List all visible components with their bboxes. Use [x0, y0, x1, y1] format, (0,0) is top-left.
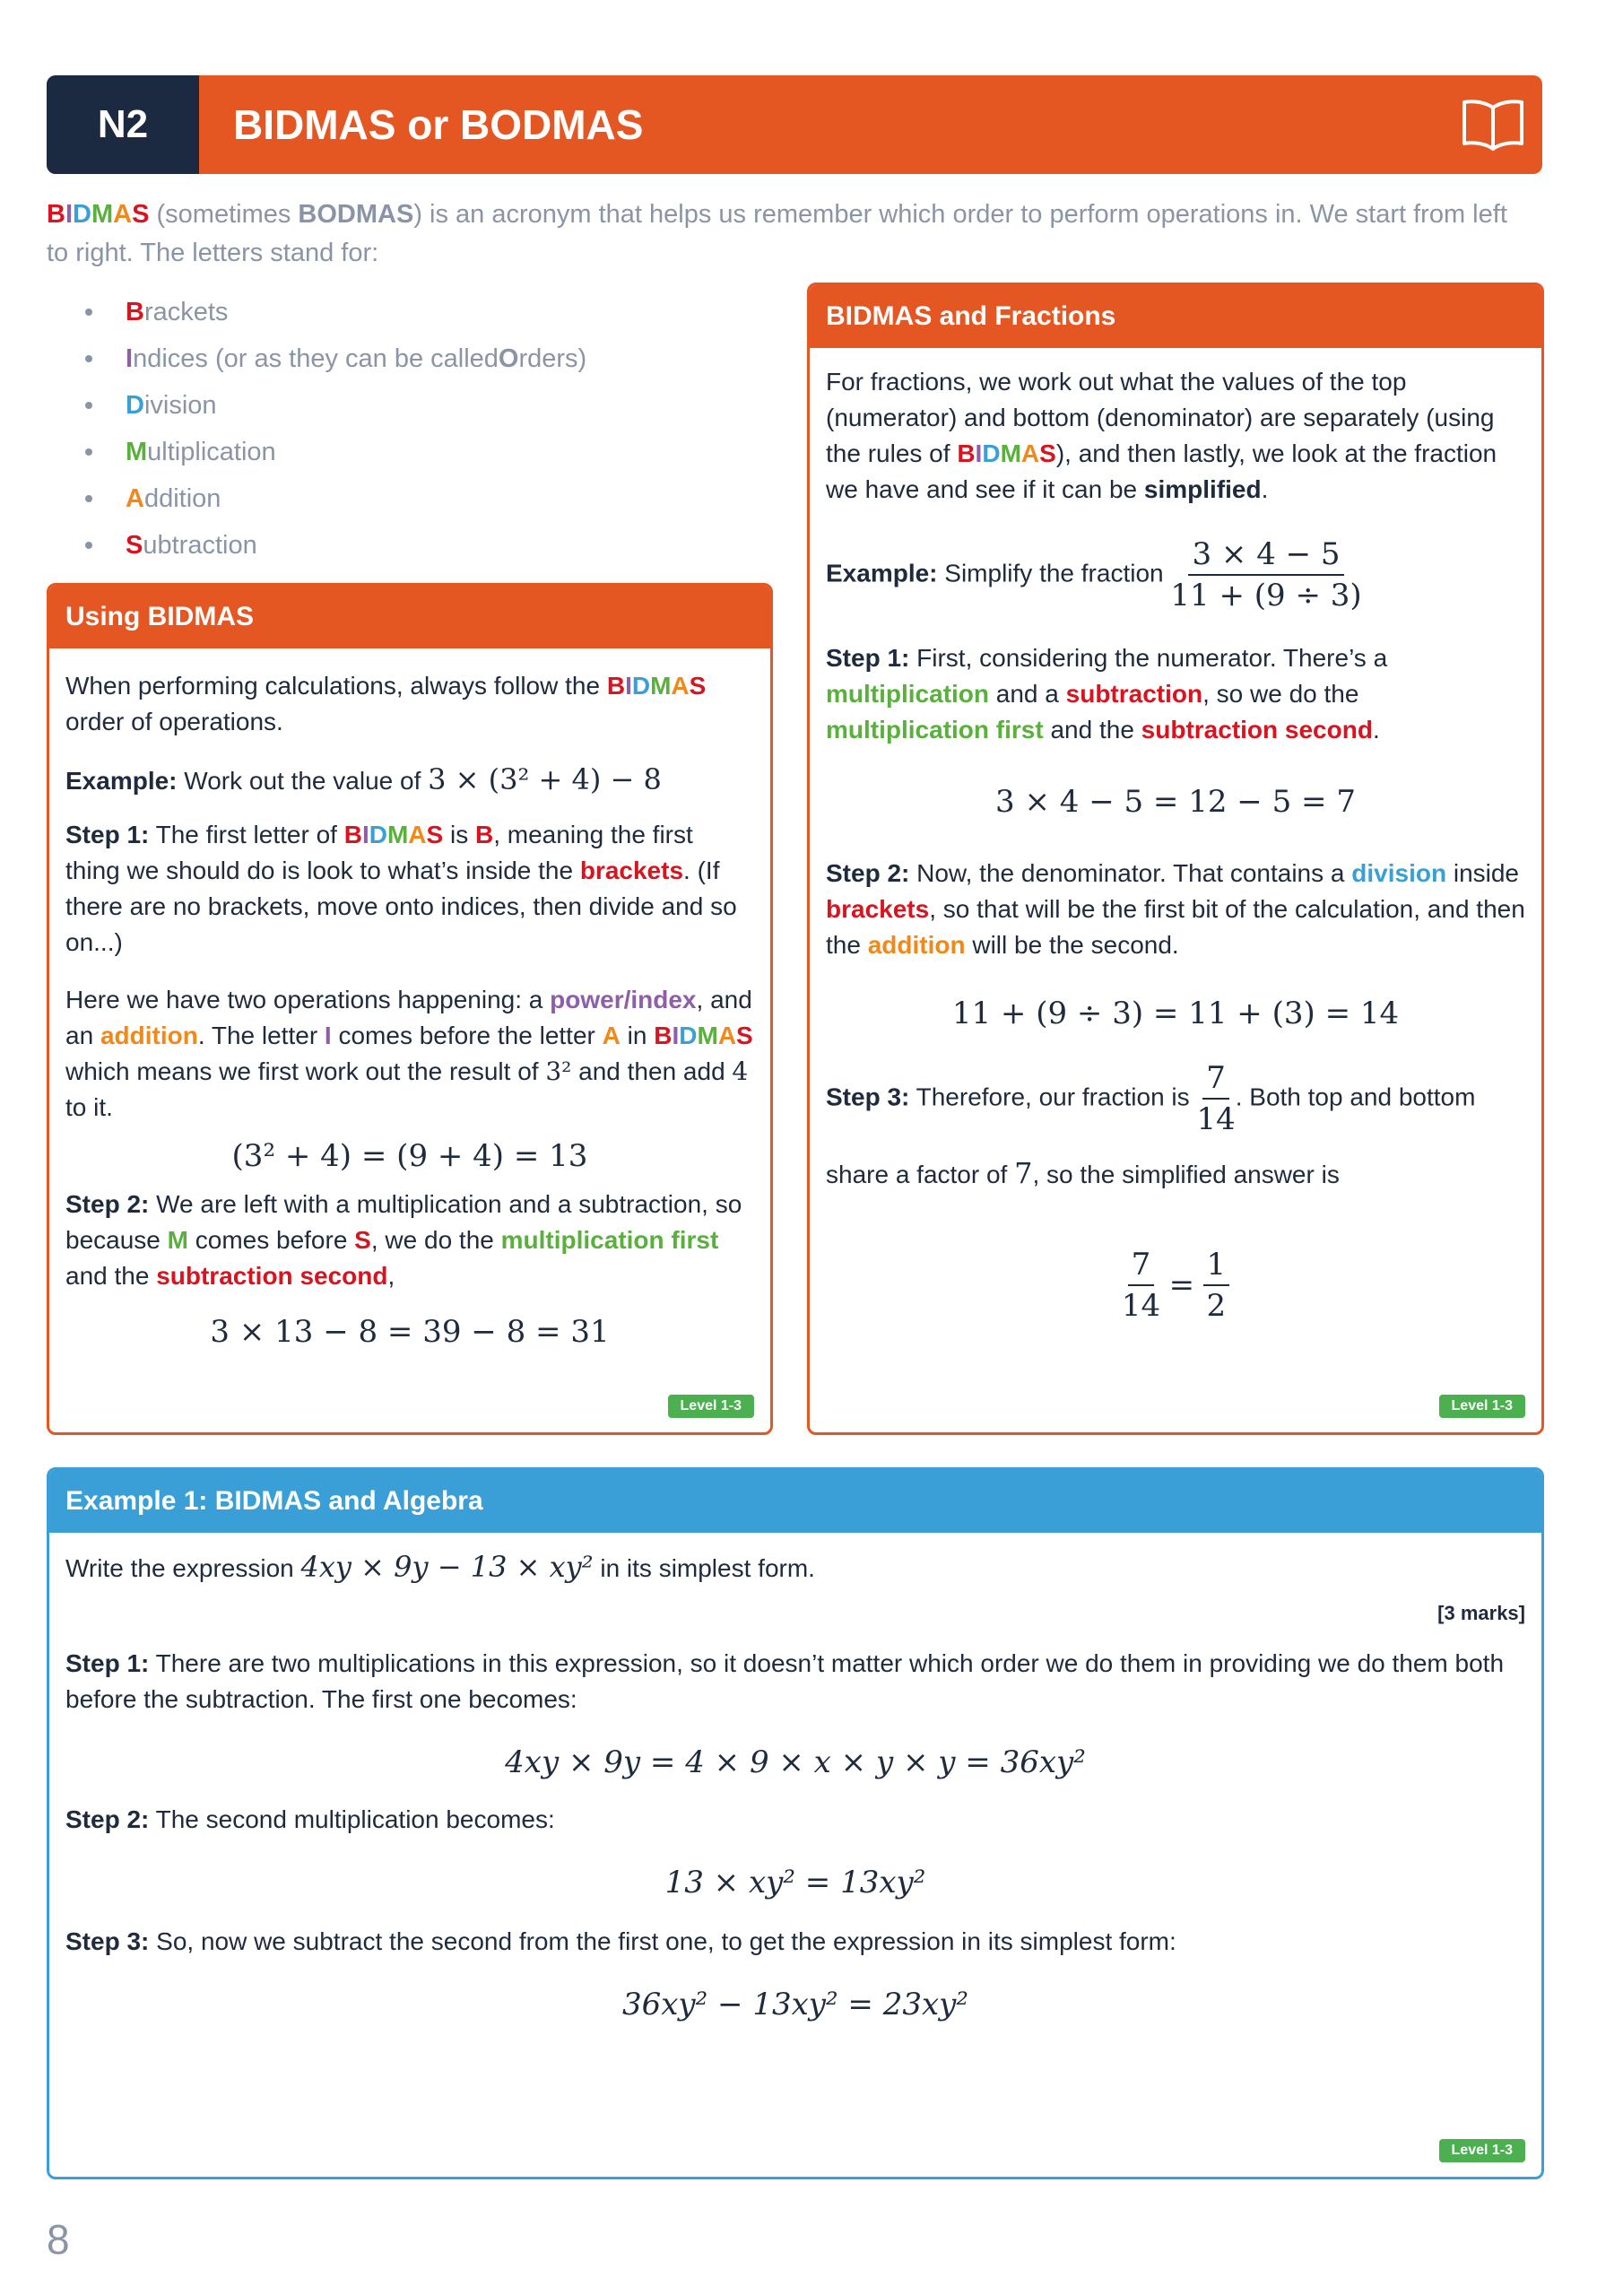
equation: 4xy × 9y = 4 × 9 × x × y × y = 36xy²: [505, 1744, 1086, 1780]
example-text: Example: Simplify the fraction $\frac{3 \times 4 - 5}{11 + (9 \div 3)}$: [826, 536, 1362, 613]
page-title: BIDMAS or BODMAS: [233, 101, 644, 148]
list-item: D ivision: [85, 382, 586, 429]
page-number: 8: [47, 2216, 70, 2263]
box-title: BIDMAS and Fractions: [810, 285, 1541, 348]
list-item: B rackets: [85, 289, 586, 335]
step-1: Step 1: There are two multiplications in this expression, so it doesn’t matter which order we do them in providing we do them both before the subtraction. The first one becomes:: [65, 1649, 1505, 1713]
equation: 3 × 4 − 5 = 12 − 5 = 7: [995, 784, 1356, 820]
level-badge: Level 1-3: [668, 1395, 754, 1418]
list-item: I ndices (or as they can be called O rders): [85, 335, 586, 382]
book-icon: [1444, 75, 1542, 174]
question: Write the expression 4xy × 9y − 13 × xy² in its simplest form.: [65, 1550, 815, 1584]
list-item: A ddition: [85, 475, 586, 522]
fraction: $\frac{7}{14}$: [1121, 1247, 1161, 1324]
example-1-box: [47, 1467, 1544, 2179]
fractions-box: [807, 283, 1544, 1435]
paragraph: When performing calculations, always follow the BIDMAS order of operations.: [65, 672, 707, 735]
list-item: S ubtraction: [85, 522, 586, 569]
fraction: $\frac{1}{2}$: [1203, 1245, 1230, 1326]
step-3: Step 3: So, now we subtract the second from the first one, to get the expression in its simplest form:: [65, 1927, 1176, 1955]
paragraph: Here we have two operations happening: a power/index, and an addition. The letter I comes before the letter A in BIDMAS which means we first work out the result of 3² and then add 4 to it.: [65, 986, 753, 1121]
page-header: [47, 75, 1542, 174]
level-badge: Level 1-3: [1439, 2139, 1525, 2162]
intro-paragraph: BIDMAS (sometimes BODMAS) is an acronym that helps us remember which order to perform operations in. We start from left to right. The letters stand for:: [47, 200, 1507, 267]
acronym-list: [85, 289, 586, 569]
using-bidmas-box: [47, 583, 773, 1435]
equation: 13 × xy² = 13xy²: [664, 1865, 926, 1900]
answer-equation: $\frac{7}{14}$ = $\frac{1}{2}$: [826, 1245, 1525, 1326]
step-1: Step 1: The first letter of BIDMAS is B, meaning the first thing we should do is look to what’s inside the brackets. (If there are no brackets, move onto indices, then divide and so on...): [65, 821, 737, 956]
equation: 36xy² − 13xy² = 23xy²: [621, 1987, 969, 2022]
step-2: Step 2: The second multiplication becomes:: [65, 1805, 555, 1833]
equation: 3 × 13 − 8 = 39 − 8 = 31: [210, 1314, 610, 1350]
box-title: Example 1: BIDMAS and Algebra: [49, 1470, 1541, 1533]
step-2: Step 2: We are left with a multiplication and a subtraction, so because M comes before S, we do the multiplication first and the subtraction second,: [65, 1190, 742, 1290]
equation: 11 + (9 ÷ 3) = 11 + (3) = 14: [951, 996, 1400, 1031]
paragraph: For fractions, we work out what the values of the top (numerator) and bottom (denominator) are separately (using the rules of BIDMAS), and then lastly, we look at the fraction we have and see if it can be simplified.: [826, 368, 1497, 503]
list-item: M ultiplication: [85, 429, 586, 475]
example-text: Example: Work out the value of 3 × (3² + 4) − 8: [65, 762, 662, 796]
level-badge: Level 1-3: [1439, 1395, 1525, 1418]
box-title: Using BIDMAS: [49, 586, 770, 648]
fraction: $\frac{3 \times 4 - 5}{11 + (9 \div 3)}$: [1170, 536, 1362, 613]
marks-label: [3 marks]: [1437, 1602, 1525, 1624]
step-2: Step 2: Now, the denominator. That contains a division inside brackets, so that will be the first bit of the calculation, and then the addition will be the second.: [826, 859, 1525, 959]
equation: (3² + 4) = (9 + 4) = 13: [231, 1138, 588, 1174]
step-1: Step 1: First, considering the numerator. There’s a multiplication and a subtraction, so we do the multiplication first and the subtraction second.: [826, 644, 1388, 744]
bidmas-acronym: BIDMAS: [47, 200, 150, 229]
fraction: $\frac{7}{14}$: [1196, 1060, 1236, 1137]
step-3: Step 3: Therefore, our fraction is $\frac{7}{14}$ . Both top and bottom share a factor of 7, so the simplified answer is: [826, 1060, 1476, 1190]
topic-code: N2: [47, 75, 199, 174]
